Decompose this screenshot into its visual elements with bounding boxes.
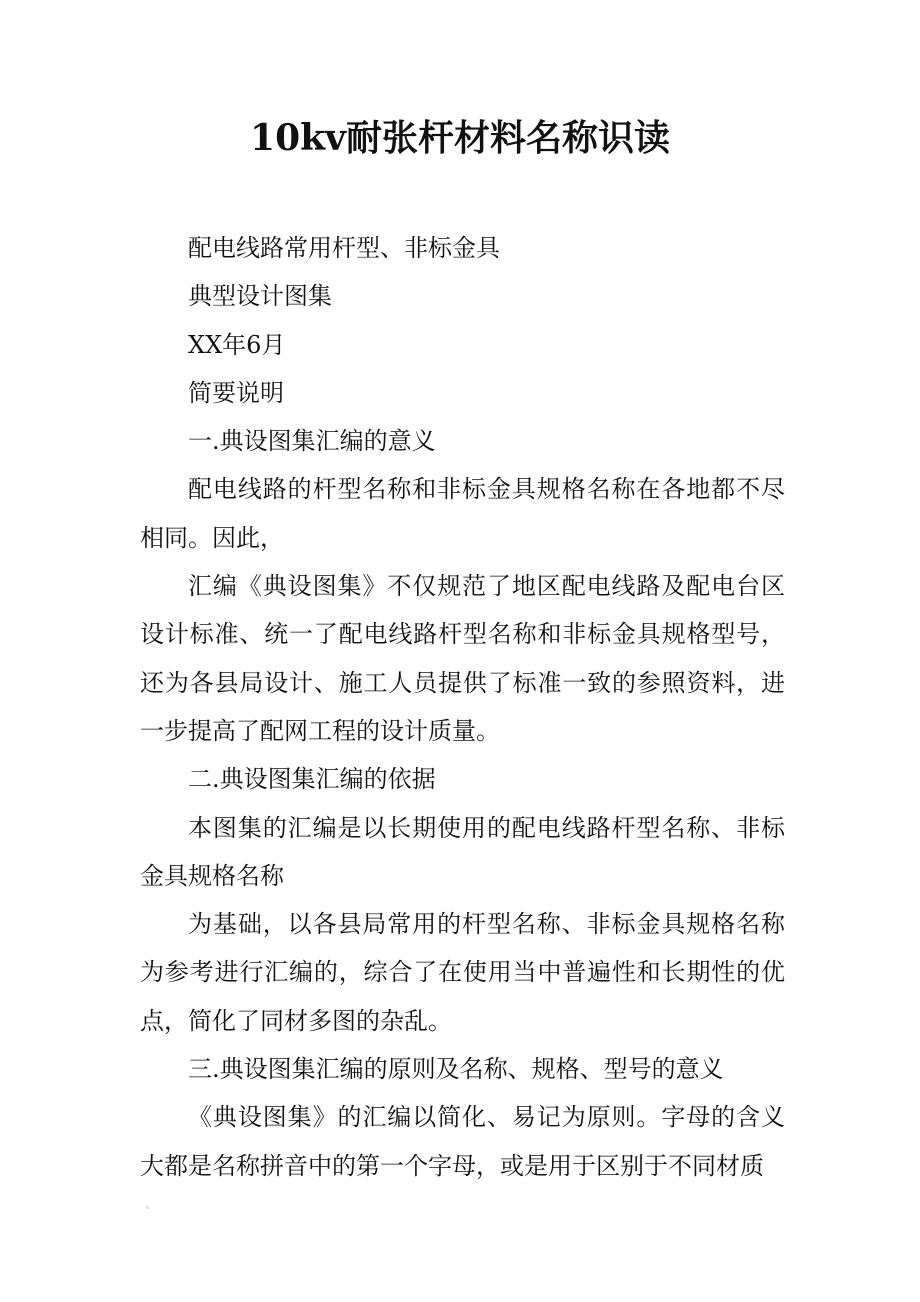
paragraph: 简要说明 — [188, 378, 284, 407]
section-heading: 三.典设图集汇编的原则及名称、规格、型号的意义 — [188, 1055, 724, 1084]
paragraph: 配电线路常用杆型、非标金具 — [188, 234, 500, 262]
document-body — [140, 224, 785, 1190]
paragraph: 《典设图集》的汇编以简化、易记为原则。字母的含义大都是名称拼音中的第一个字母，或是用于区别于不同材质 — [140, 1103, 785, 1180]
scan-speck — [146, 1206, 149, 1209]
paragraph: 汇编《典设图集》不仅规范了地区配电线路及配电台区设计标准、统一了配电线路杆型名称和非标金具规格型号，还为各县局设计、施工人员提供了标准一致的参照资料，进一步提高了配网工程的设计质量。 — [140, 572, 785, 745]
document-title: 10kv耐张杆材料名称识读 — [250, 117, 670, 159]
paragraph: XX年6月 — [188, 330, 286, 359]
paragraph: 为基础，以各县局常用的杆型名称、非标金具规格名称为参考进行汇编的，综合了在使用当中普遍性和长期性的优点，简化了同材多图的杂乱。 — [140, 910, 785, 1035]
paragraph: 配电线路的杆型名称和非标金具规格名称在各地都不尽相同。因此， — [140, 475, 785, 552]
section-heading: 二.典设图集汇编的依据 — [188, 765, 436, 794]
paragraph: 本图集的汇编是以长期使用的配电线路杆型名称、非标金具规格名称 — [140, 813, 785, 890]
section-heading: 一.典设图集汇编的意义 — [188, 427, 436, 456]
paragraph: 典型设计图集 — [188, 282, 332, 311]
